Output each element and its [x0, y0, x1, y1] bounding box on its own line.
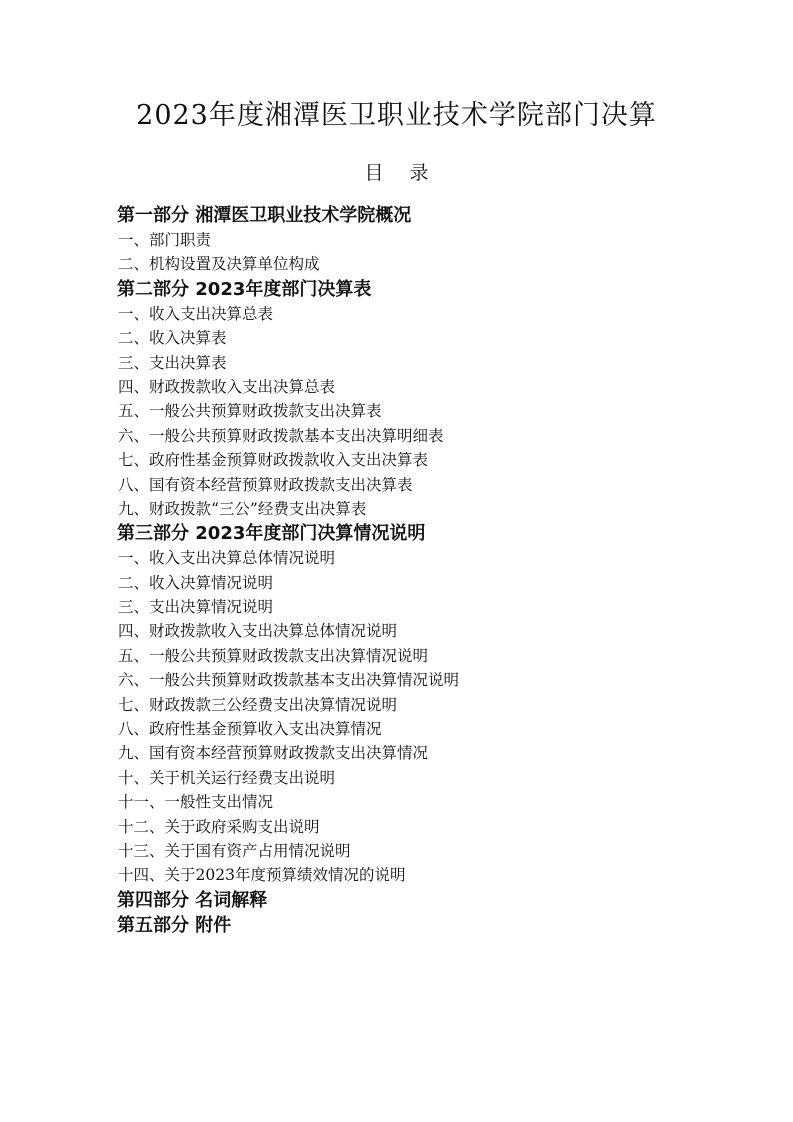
toc-item[interactable]: 一、部门职责	[118, 231, 212, 249]
document-title: 2023年度湘潭医卫职业技术学院部门决算	[136, 100, 657, 131]
toc-part-5[interactable]: 第五部分 附件	[117, 914, 232, 936]
toc-item[interactable]: 十二、关于政府采购支出说明	[118, 817, 320, 836]
toc-item[interactable]: 七、财政拨款三公经费支出决算情况说明	[118, 695, 398, 714]
toc-item[interactable]: 三、支出决算情况说明	[118, 598, 274, 617]
toc-part-4[interactable]: 第四部分 名词解释	[117, 889, 268, 911]
toc-item[interactable]: 九、国有资本经营预算财政拨款支出决算情况	[118, 744, 429, 763]
toc-item[interactable]: 二、收入决算表	[118, 329, 227, 348]
toc-item[interactable]: 四、财政拨款收入支出决算总体情况说明	[118, 622, 398, 641]
toc-heading: 目 录	[364, 162, 439, 184]
toc-item[interactable]: 九、财政拨款“三公”经费支出决算表	[118, 499, 367, 518]
toc-item[interactable]: 十一、一般性支出情况	[118, 793, 274, 812]
toc-item[interactable]: 十、关于机关运行经费支出说明	[118, 768, 336, 787]
toc-item[interactable]: 八、政府性基金预算收入支出决算情况	[118, 720, 382, 739]
toc-part-1[interactable]: 第一部分 湘潭医卫职业技术学院概况	[117, 205, 412, 226]
toc-item[interactable]: 二、收入决算情况说明	[118, 573, 274, 592]
toc-item[interactable]: 五、一般公共预算财政拨款支出决算情况说明	[118, 646, 429, 665]
toc-item[interactable]: 八、国有资本经营预算财政拨款支出决算表	[118, 475, 413, 494]
toc-item[interactable]: 七、政府性基金预算财政拨款收入支出决算表	[118, 451, 429, 470]
toc-item[interactable]: 五、一般公共预算财政拨款支出决算表	[118, 402, 382, 421]
toc-part-2[interactable]: 第二部分 2023年度部门决算表	[117, 278, 372, 300]
toc-item[interactable]: 十四、关于2023年度预算绩效情况的说明	[118, 866, 406, 885]
table-of-contents	[117, 203, 717, 938]
toc-item[interactable]: 一、收入支出决算总表	[118, 304, 274, 323]
toc-item[interactable]: 六、一般公共预算财政拨款基本支出决算明细表	[118, 426, 444, 445]
toc-item[interactable]: 六、一般公共预算财政拨款基本支出决算情况说明	[118, 671, 460, 690]
toc-part-3[interactable]: 第三部分 2023年度部门决算情况说明	[117, 523, 426, 545]
toc-item[interactable]: 十三、关于国有资产占用情况说明	[118, 841, 351, 860]
toc-item[interactable]: 二、机构设置及决算单位构成	[118, 255, 320, 274]
toc-item[interactable]: 三、支出决算表	[118, 353, 227, 372]
toc-item[interactable]: 一、收入支出决算总体情况说明	[118, 549, 336, 568]
toc-item[interactable]: 四、财政拨款收入支出决算总表	[118, 377, 336, 396]
